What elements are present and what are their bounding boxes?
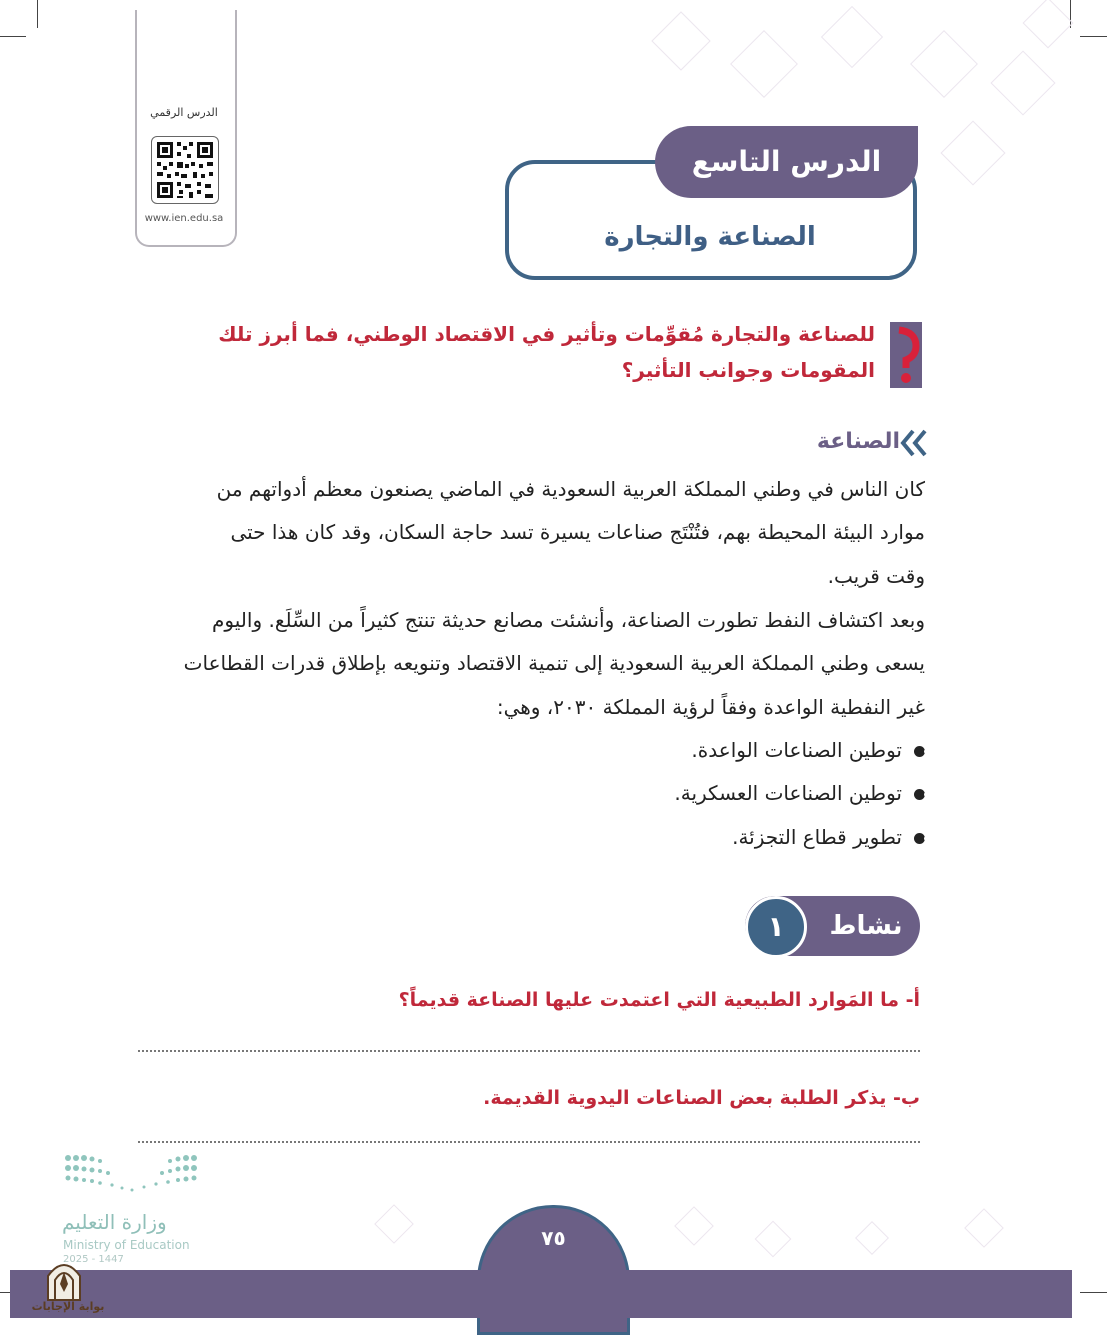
lesson-number: الدرس التاسع xyxy=(691,145,882,178)
decorative-diamond xyxy=(1023,0,1074,48)
digital-lesson-card xyxy=(135,10,237,247)
decorative-diamond xyxy=(964,1208,1004,1248)
list-item-text: تطوير قطاع التجزئة. xyxy=(732,825,902,849)
list-item xyxy=(300,772,925,815)
page-number: ٧٥ xyxy=(541,1226,566,1250)
answer-line[interactable] xyxy=(138,1050,920,1052)
decorative-diamond xyxy=(821,6,883,68)
digital-lesson-label: الدرس الرقمي xyxy=(150,106,218,119)
decorative-diamond xyxy=(374,1204,414,1244)
decorative-diamond xyxy=(940,120,1005,185)
double-chevron-icon xyxy=(899,427,929,459)
activity-number: ١ xyxy=(767,910,785,943)
decorative-diamond xyxy=(674,1206,714,1246)
paragraph-line: موارد البيئة المحيطة بهم، فتُنْتَج صناعات يسيرة تسد حاجة السكان، وقد كان هذا حتى xyxy=(230,520,925,544)
footer-bar xyxy=(10,1270,1072,1318)
ministry-year: 2025 - 1447 xyxy=(63,1254,124,1265)
paragraph-line: كان الناس في وطني المملكة العربية السعودية في الماضي يصنعون معظم أدواتهم من xyxy=(216,477,925,501)
paragraph-line: وقت قريب. xyxy=(827,564,925,588)
list-item-text: توطين الصناعات الواعدة. xyxy=(691,738,902,762)
ministry-logo-icon xyxy=(62,1152,200,1200)
decorative-diamond xyxy=(910,30,978,98)
paragraph-line: غير النفطية الواعدة وفقاً لرؤية المملكة ٢٠٣٠، وهي: xyxy=(496,695,925,719)
bullet-icon xyxy=(914,833,925,844)
lesson-question: للصناعة والتجارة مُقوِّمات وتأثير في الاقتصاد الوطني، فما أبرز تلك المقومات وجوانب التأثير؟ xyxy=(218,322,875,382)
decorative-diamond xyxy=(755,1221,792,1258)
bullet-icon xyxy=(914,789,925,800)
question-mark-icon xyxy=(890,322,922,388)
decorative-diamond xyxy=(730,30,798,98)
ministry-name-english: Ministry of Education xyxy=(63,1238,190,1252)
crop-mark xyxy=(1080,1292,1107,1293)
lesson-title: الصناعة والتجارة xyxy=(604,222,816,252)
list-item-text: توطين الصناعات العسكرية. xyxy=(674,781,902,805)
crop-mark xyxy=(37,0,38,28)
answer-line[interactable] xyxy=(138,1141,920,1143)
decorative-diamond xyxy=(855,1221,889,1255)
portal-name[interactable]: بوابة الإجابات xyxy=(31,1300,105,1313)
portal-logo-icon xyxy=(44,1256,84,1302)
activity-task-a: أ- ما المَوارد الطبيعية التي اعتمدت عليها الصناعة قديماً؟ xyxy=(398,989,920,1011)
crop-mark xyxy=(1080,36,1107,37)
list-item xyxy=(300,729,925,772)
bullet-icon xyxy=(914,746,925,757)
section-heading: الصناعة xyxy=(816,429,900,454)
decorative-diamond xyxy=(651,11,710,70)
paragraph-line: وبعد اكتشاف النفط تطورت الصناعة، وأنشئت مصانع حديثة تنتج كثيراً من السِّلَع. واليوم xyxy=(212,608,925,632)
qr-url[interactable]: www.ien.edu.sa xyxy=(144,213,224,224)
list-item xyxy=(300,816,925,859)
crop-mark xyxy=(0,36,26,37)
ministry-name-arabic: وزارة التعليم xyxy=(62,1210,167,1234)
activity-label: نشاط xyxy=(829,911,903,941)
paragraph-line: يسعى وطني المملكة العربية السعودية إلى تنمية الاقتصاد وتنويعه بإطلاق قدرات القطاعات xyxy=(183,651,925,675)
activity-task-b: ب- يذكر الطلبة بعض الصناعات اليدوية القديمة. xyxy=(483,1087,920,1109)
qr-code-icon[interactable] xyxy=(151,136,219,204)
decorative-diamond xyxy=(990,50,1055,115)
